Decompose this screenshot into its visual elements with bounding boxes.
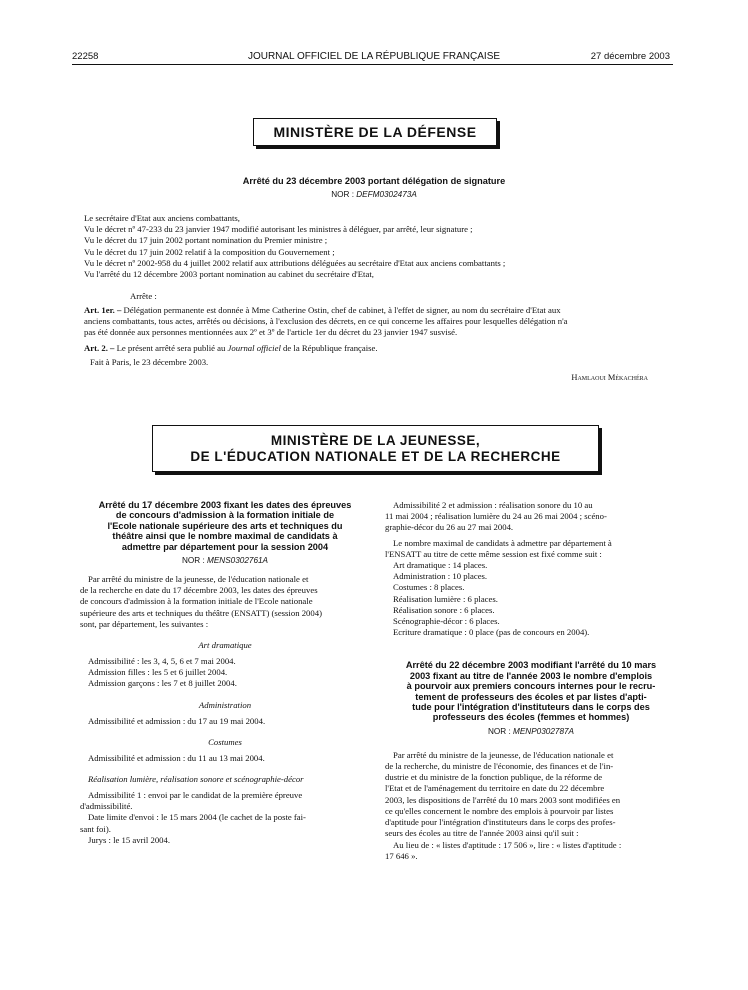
right-body	[385, 750, 677, 862]
max-line: l'ENSATT au titre de cette même session est fixé comme suit :	[385, 548, 602, 559]
body-line: seurs des écoles au titre de l'année 2003 ainsi qu'il suit :	[385, 828, 579, 839]
issue-date: 27 décembre 2003	[590, 51, 670, 62]
nor-label: NOR :	[331, 190, 354, 199]
title-line: théâtre ainsi que le nombre maximal de candidats à	[112, 531, 338, 542]
body-line: 2003, les dispositions de l'arrêté du 10 mars 2003 sont modifiées en	[385, 794, 621, 805]
article-1	[84, 305, 568, 339]
art1-line: pas été donnée aux personnes mentionnées aux 2º et 3º de l'article 1er du décret du 23 janvier 1947 susvisé.	[84, 327, 458, 338]
intro-line: sont, par département, les suivantes :	[80, 618, 209, 629]
body-line: l'Etat et de l'aménagement du territoire en date du 22 décembre	[385, 783, 605, 794]
section-heading: Réalisation lumière, réalisation sonore et scénographie-décor	[88, 774, 304, 785]
page-number: 22258	[72, 51, 99, 62]
right-continuation	[385, 500, 677, 534]
body-line: ce qu'elles concernent le nombre des emplois à pourvoir par listes	[385, 805, 614, 816]
body-line: Par arrêté du ministre de la jeunesse, de l'éducation nationale et	[393, 749, 614, 760]
body-line: dustrie et du ministre de la fonction publique, de la réforme de	[385, 772, 603, 783]
places-item: Administration : 10 places.	[393, 571, 488, 582]
section-line: Admissibilité : les 3, 4, 5, 6 et 7 mai 2004.	[88, 656, 236, 667]
places-item: Scénographie-décor : 6 places.	[393, 616, 500, 627]
places-item: Costumes : 8 places.	[393, 582, 465, 593]
right-max	[385, 538, 677, 560]
title-line: tude pour l'intégration d'instituteurs dans le corps des	[412, 702, 650, 713]
title-line: professeurs des écoles (femmes et hommes)	[432, 712, 630, 723]
cont-line: Admissibilité 2 et admission : réalisation sonore du 10 au	[393, 500, 593, 510]
art2-text-end: de la République française.	[283, 343, 378, 353]
section-line: Date limite d'envoi : le 15 mars 2004 (le cachet de la poste fai-	[88, 812, 306, 823]
max-line: Le nombre maximal de candidats à admettre par département à	[393, 537, 612, 548]
section-body	[80, 656, 370, 690]
art2-journal: Journal officiel	[227, 343, 281, 353]
visa-line: Vu l'arrêté du 12 décembre 2003 portant nomination au cabinet du secrétaire d'Etat,	[84, 269, 374, 280]
signature: Hamlaoui Mékachéra	[571, 373, 648, 382]
journal-title: JOURNAL OFFICIEL DE LA RÉPUBLIQUE FRANÇAISE	[247, 51, 501, 62]
body-line: d'aptitude pour l'intégration d'instituteurs dans le corps des profes-	[385, 817, 616, 828]
places-item: Ecriture dramatique : 0 place (pas de concours en 2004).	[393, 627, 590, 638]
left-intro	[80, 574, 370, 630]
right-column	[385, 500, 677, 862]
section-heading: Administration	[198, 699, 252, 710]
art1-line: Délégation permanente est donnée à Mme Catherine Ostin, chef de cabinet, à l'effet de signer, au nom du secrétaire d'Etat aux	[123, 305, 561, 315]
title-line: à pourvoir aux premiers concours internes pour le recru-	[406, 681, 656, 692]
cont-line: graphie-décor du 26 au 27 mai 2004.	[385, 522, 514, 533]
places-item: Art dramatique : 14 places.	[393, 560, 488, 571]
defense-nor	[0, 190, 748, 199]
title-line: admettre par département pour la session 2004	[121, 541, 329, 552]
section-body	[80, 716, 370, 727]
places-item: Réalisation sonore : 6 places.	[393, 604, 495, 615]
nor-label: NOR :	[181, 556, 205, 566]
nor-code: MENP0302787A	[513, 726, 575, 736]
right-nor	[385, 727, 677, 736]
right-arrete-title	[385, 660, 677, 722]
visa-line: Vu le décret du 17 juin 2002 relatif à la composition du Gouvernement ;	[84, 246, 335, 257]
body-line: 17 646 ».	[385, 850, 418, 861]
defense-arrete-title: Arrêté du 23 décembre 2003 portant délégation de signature	[242, 176, 506, 186]
ministry-education-box	[152, 425, 599, 472]
section-line: sant foi).	[80, 823, 111, 834]
section-line: Admissibilité et admission : du 17 au 19 mai 2004.	[88, 715, 266, 726]
section-line: Admission garçons : les 7 et 8 juillet 2004.	[88, 678, 237, 689]
art1-line: anciens combattants, tous actes, arrêtés ou décisions, à l'exclusion des décrets, en ce qui concerne les affaires pour lesquelles délégation n'a	[84, 316, 568, 327]
nor-code: DEFM0302473A	[356, 190, 417, 199]
section-line: Admissibilité et admission : du 11 au 13 mai 2004.	[88, 752, 265, 763]
ministry-defense-title: MINISTÈRE DE LA DÉFENSE	[273, 124, 477, 140]
section-line: d'admissibilité.	[80, 801, 133, 812]
art2-text: Le présent arrêté sera publié au	[116, 343, 226, 353]
intro-line: supérieure des arts et techniques du théâtre (ENSATT) (session 2004)	[80, 607, 322, 618]
arrete-word: Arrête :	[130, 291, 157, 301]
intro-line: de concours d'admission à la formation initiale de l'Ecole nationale	[80, 596, 313, 607]
section-body	[80, 790, 370, 846]
section-line: Admissibilité 1 : envoi par le candidat de la première épreuve	[88, 790, 303, 801]
left-nor	[80, 556, 370, 565]
ministry-education-title-1: MINISTÈRE DE LA JEUNESSE,	[270, 432, 481, 448]
section-body	[80, 753, 370, 764]
left-arrete-title	[80, 500, 370, 552]
title-line: de concours d'admission à la formation initiale de	[115, 510, 335, 521]
visa-line: Le secrétaire d'Etat aux anciens combattants,	[84, 213, 240, 223]
places-item: Réalisation lumière : 6 places.	[393, 593, 498, 604]
defense-visas	[84, 213, 505, 280]
visa-line: Vu le décret nº 47-233 du 23 janvier 1947 modifié autorisant les ministres à déléguer, par arrêté, leur signature ;	[84, 224, 473, 235]
intro-line: de la recherche en date du 17 décembre 2003, les dates des épreuves	[80, 585, 318, 596]
visa-line: Vu le décret du 17 juin 2002 portant nomination du Premier ministre ;	[84, 235, 328, 246]
title-line: Arrêté du 17 décembre 2003 fixant les dates des épreuves	[98, 500, 352, 510]
cont-line: 11 mai 2004 ; réalisation lumière du 24 au 26 mai 2004 ; scéno-	[385, 511, 607, 522]
nor-code: MENS0302761A	[207, 556, 269, 566]
left-column	[80, 500, 370, 846]
section-heading: Costumes	[208, 736, 242, 747]
ministry-defense-box	[253, 118, 497, 146]
title-line: tement de professeurs des écoles et par listes d'apti-	[415, 691, 647, 702]
art1-label: Art. 1er. –	[84, 305, 122, 315]
title-line: 2003 fixant au titre de l'année 2003 le nombre d'emplois	[409, 670, 653, 681]
visa-line: Vu le décret nº 2002-958 du 4 juillet 2002 relatif aux attributions déléguées au secrétaire d'Etat aux anciens combattants ;	[84, 257, 506, 268]
header-rule	[72, 64, 673, 65]
nor-label: NOR :	[487, 726, 511, 736]
title-line: l'Ecole nationale supérieure des arts et techniques du	[107, 520, 343, 531]
section-line: Jurys : le 15 avril 2004.	[88, 834, 171, 845]
article-2	[84, 343, 378, 354]
intro-line: Par arrêté du ministre de la jeunesse, de l'éducation nationale et	[88, 574, 309, 585]
body-line: Au lieu de : « listes d'aptitude : 17 506 », lire : « listes d'aptitude :	[393, 839, 622, 850]
ministry-education-title-2: DE L'ÉDUCATION NATIONALE ET DE LA RECHERCHE	[190, 448, 561, 464]
art2-label: Art. 2. –	[84, 343, 115, 353]
places-list	[385, 560, 677, 638]
section-heading: Art dramatique	[198, 640, 252, 651]
body-line: de la recherche, du ministre de l'économie, des finances et de l'in-	[385, 761, 614, 772]
title-line: Arrêté du 22 décembre 2003 modifiant l'arrêté du 10 mars	[405, 660, 657, 671]
done-at: Fait à Paris, le 23 décembre 2003.	[90, 357, 209, 367]
section-line: Admission filles : les 5 et 6 juillet 2004.	[88, 667, 228, 678]
